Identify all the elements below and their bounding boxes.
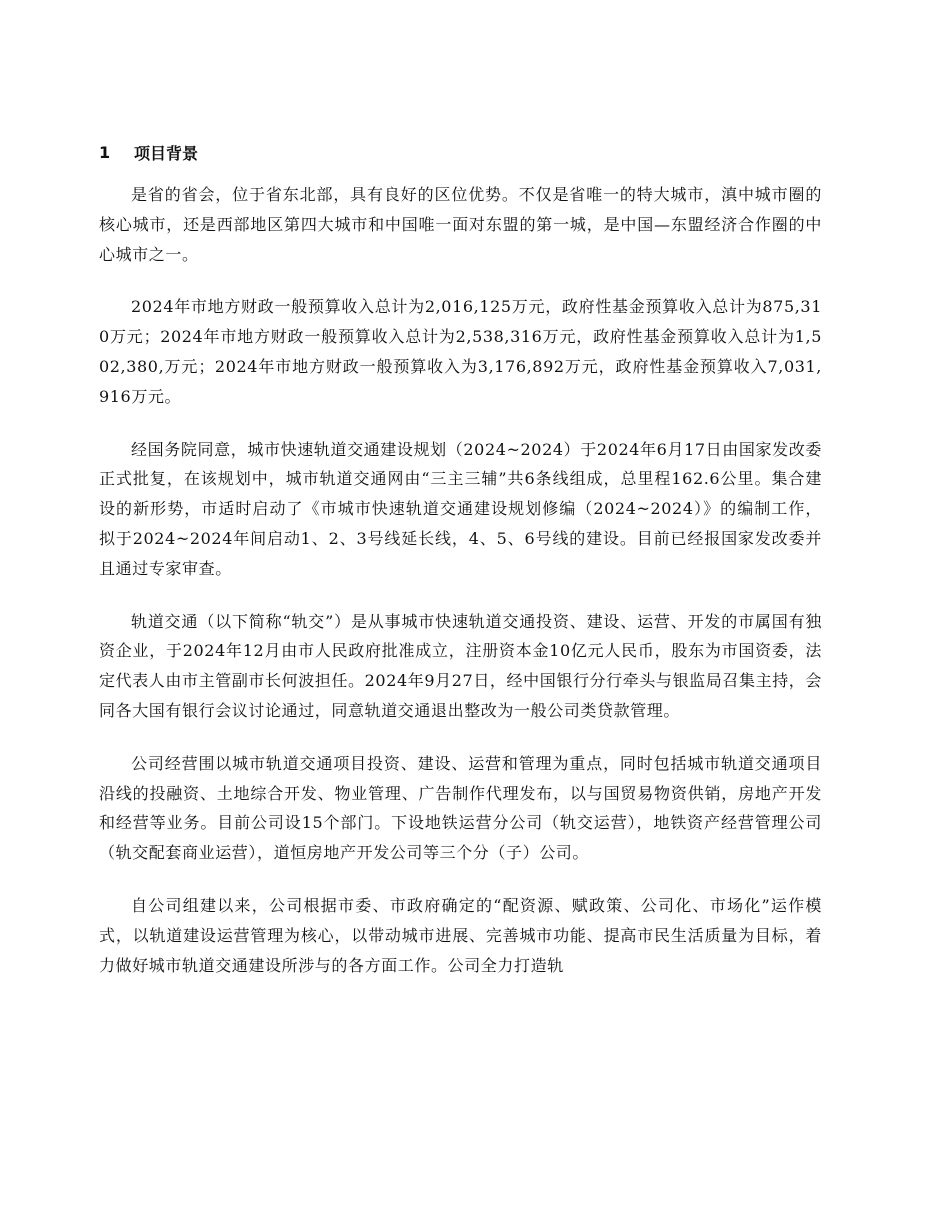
- section-number: 1: [99, 142, 111, 162]
- paragraph-business-scope: 公司经营围以城市轨道交通项目投资、建设、运营和管理为重点，同时包括城市轨道交通项目沿线的投融资、土地综合开发、物业管理、广告制作代理发布，以与国贸易物资供销，房地产开发和经营等业务。目前公司设15个部门。下设地铁运营分公司（轨交运营），地铁资产经营管理公司（轨交配套商业运营），道恒房地产开发公司等三个分（子）公司。: [99, 753, 822, 863]
- paragraph-finance: 2024年市地方财政一般预算收入总计为2,016,125万元，政府性基金预算收入总计为875,310万元；2024年市地方财政一般预算收入总计为2,538,316万元，政府性基金预算收入总计为1,502,380,万元；2024年市地方财政一般预算收入为3,176,892万元，政府性基金预算收入7,031,916万元。: [99, 297, 822, 406]
- section-title: 项目背景: [134, 143, 199, 163]
- paragraph-planning: 经国务院同意，城市快速轨道交通建设规划（2024~2024）于2024年6月17日由国家发改委正式批复，在该规划中，城市轨道交通网由“三主三辅”共6条线组成，总里程162.6公里。集合建设的新形势，市适时启动了《市城市快速轨道交通建设规划修编（2024~2024）》的编制工作，拟于2024~2024年间启动1、2、3号线延长线，4、5、6号线的建设。目前已经报国家发改委并且通过专家审查。: [99, 439, 822, 578]
- section-heading: [99, 138, 822, 166]
- paragraph-company: 轨道交通（以下简称“轨交”）是从事城市快速轨道交通投资、建设、运营、开发的市属国有独资企业，于2024年12月由市人民政府批准成立，注册资本金10亿元人民币，股东为市国资委，法定代表人由市主管副市长何波担任。2024年9月27日，经中国银行分行牵头与银监局召集主持，会同各大国有银行会议讨论通过，同意轨道交通退出整改为一般公司类贷款管理。: [99, 611, 822, 720]
- paragraph-location: 是省的省会，位于省东北部，具有良好的区位优势。不仅是省唯一的特大城市，滇中城市圈的核心城市，还是西部地区第四大城市和中国唯一面对东盟的第一城，是中国—东盟经济合作圈的中心城市之一。: [99, 185, 822, 264]
- paragraph-operation-mode: 自公司组建以来，公司根据市委、市政府确定的“配资源、赋政策、公司化、市场化”运作模式，以轨道建设运营管理为核心，以带动城市进展、完善城市功能、提高市民生活质量为目标，着力做好城市轨道交通建设所涉与的各方面工作。公司全力打造轨: [99, 895, 822, 975]
- document-page: [99, 138, 822, 1003]
